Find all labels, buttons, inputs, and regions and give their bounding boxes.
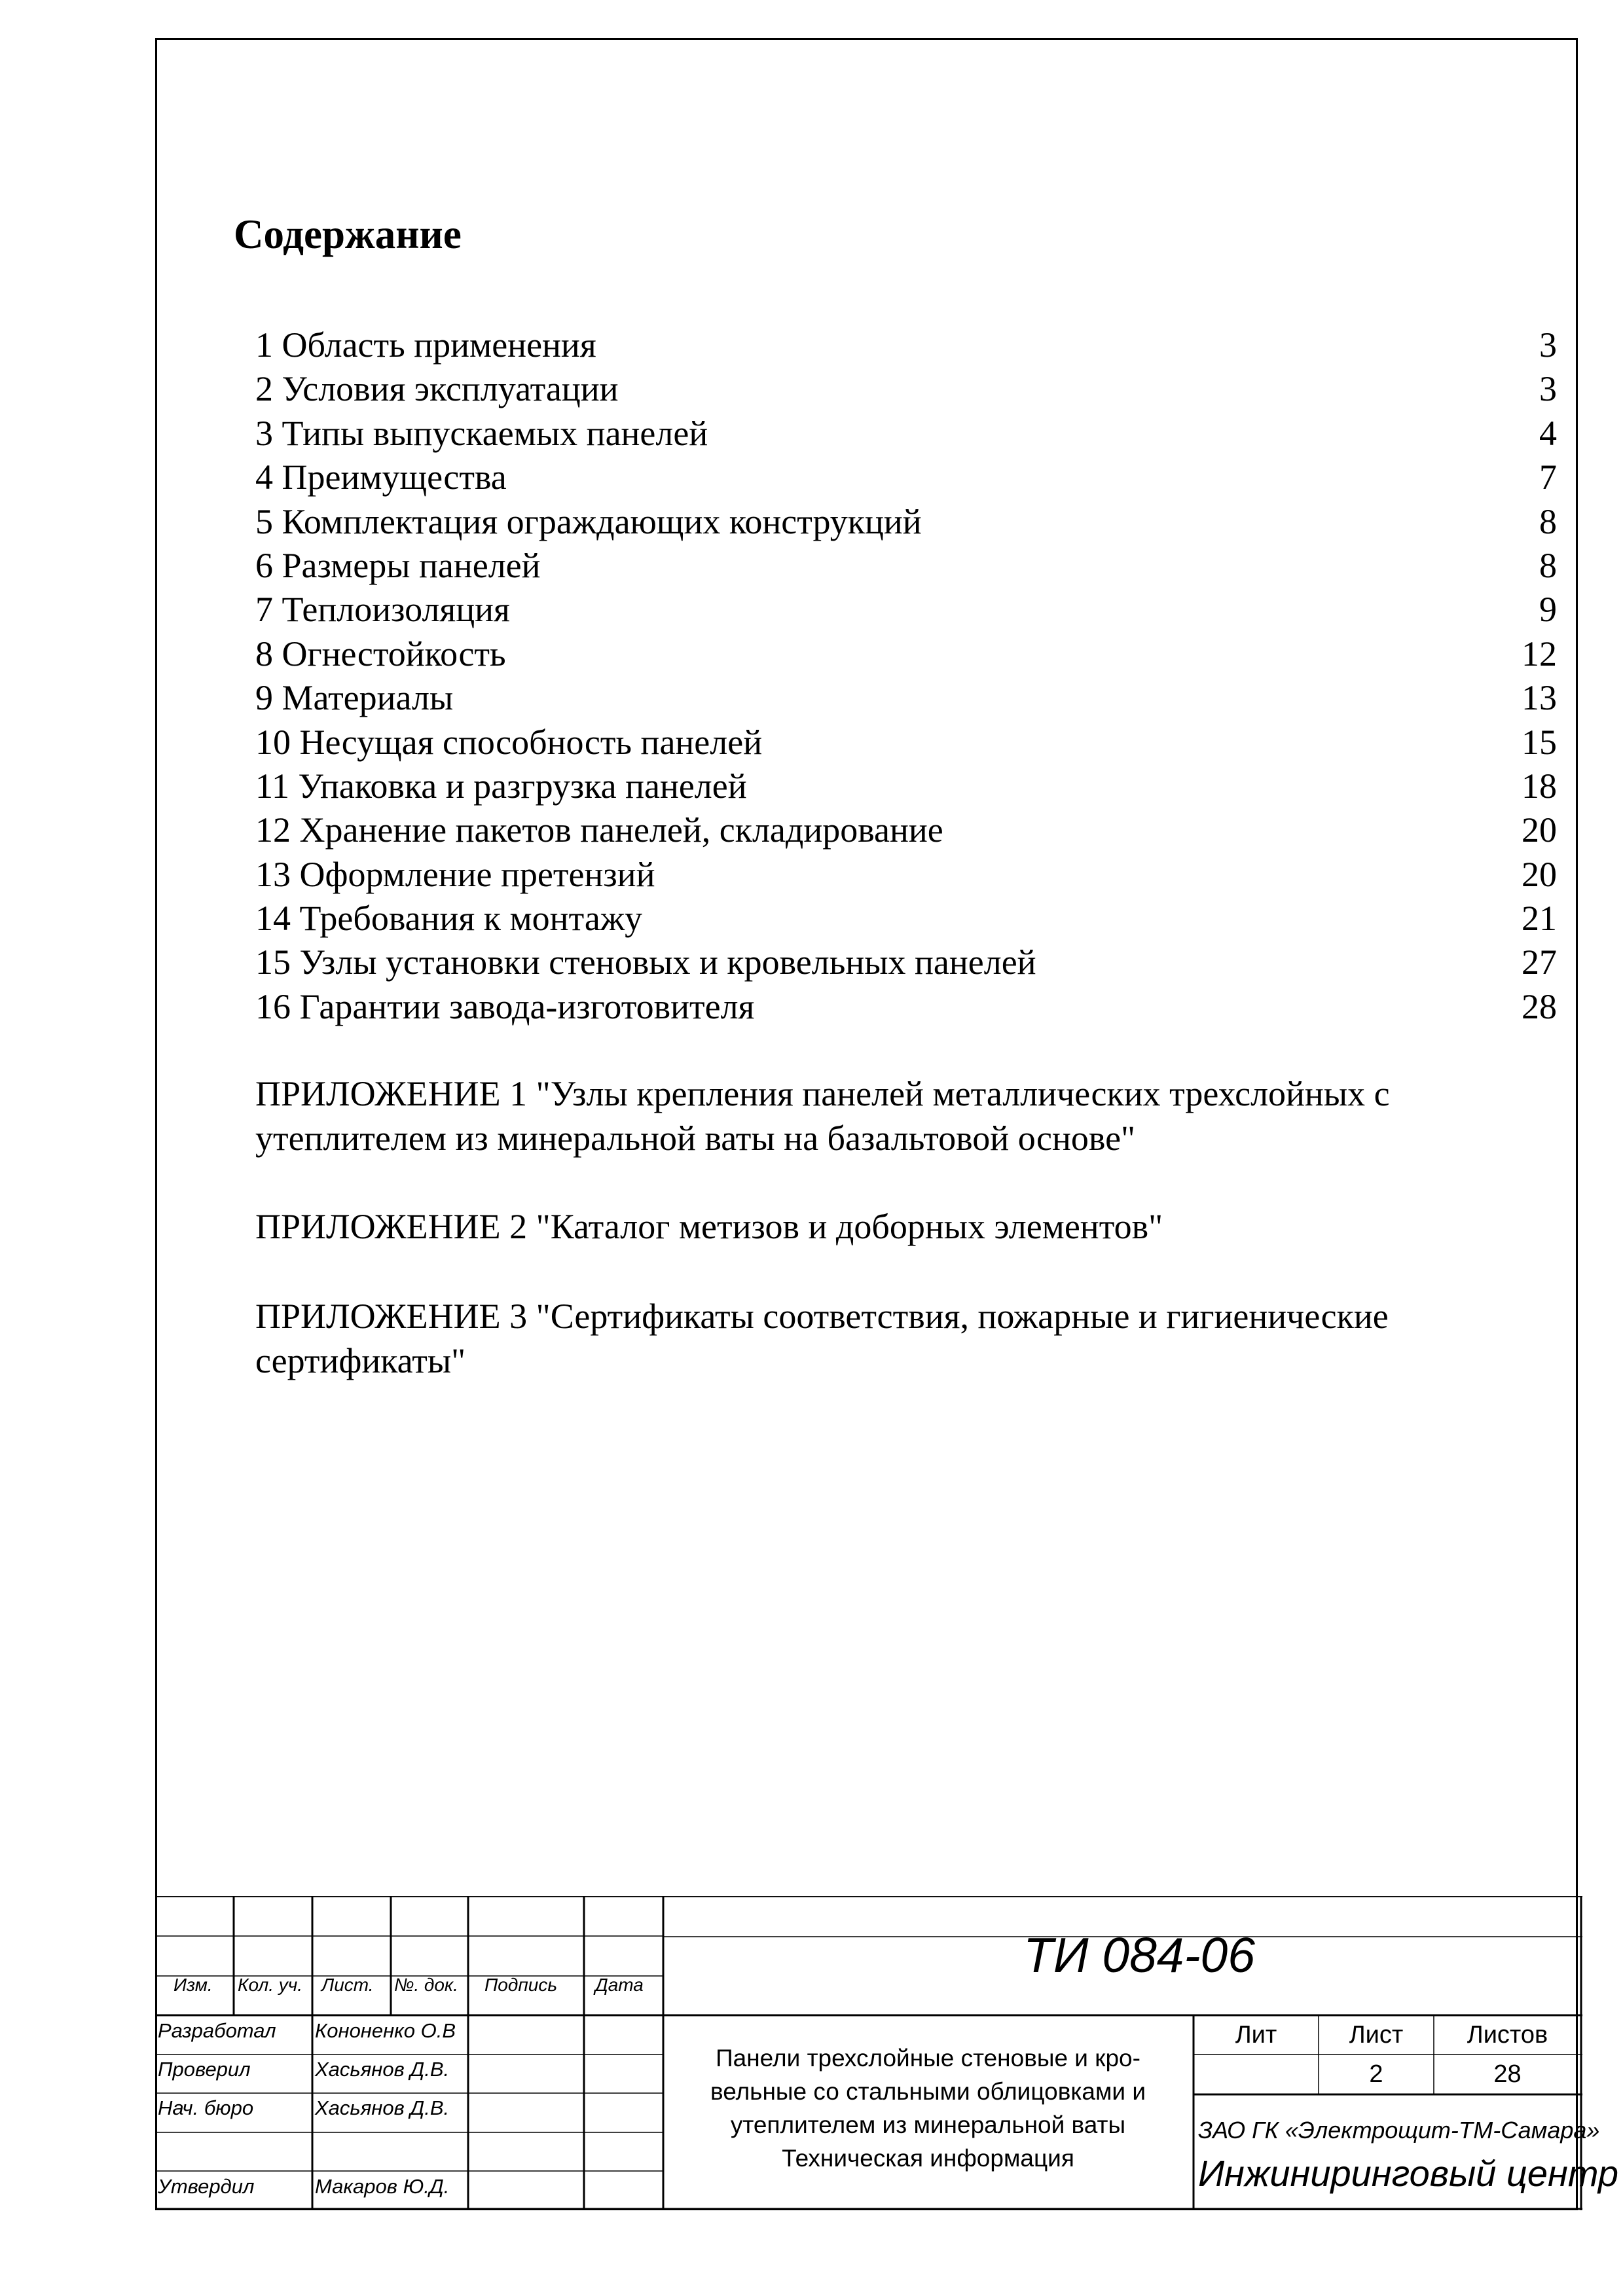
- stage-header-sheets: Листов: [1467, 2021, 1548, 2049]
- signature-role: Проверил: [158, 2058, 251, 2081]
- toc-item-page: 15: [1522, 722, 1557, 762]
- signature-name: Макаров Ю.Д.: [315, 2175, 450, 2198]
- stage-header-lit: Лит: [1235, 2021, 1277, 2049]
- toc-item-page: 20: [1522, 810, 1557, 850]
- document-description: [661, 2041, 1195, 2175]
- toc-item-page: 4: [1539, 413, 1557, 453]
- toc-item-label: 4 Преимущества: [255, 457, 507, 497]
- toc-item: [255, 676, 1557, 720]
- toc-item: [255, 323, 1557, 367]
- col-header-podpis: Подпись: [484, 1975, 558, 1995]
- toc-item-page: 3: [1539, 369, 1557, 409]
- description-line: вельные со стальными облицовками и: [710, 2078, 1146, 2105]
- toc-item-label: 13 Оформление претензий: [255, 854, 655, 894]
- toc-item-label: 15 Узлы установки стеновых и кровельных панелей: [255, 942, 1036, 982]
- stage-value-sheet: 2: [1369, 2060, 1383, 2088]
- description-line: Панели трехслойные стеновые и кро-: [716, 2045, 1140, 2072]
- toc-item-page: 3: [1539, 325, 1557, 365]
- appendix-2: ПРИЛОЖЕНИЕ 2 "Каталог метизов и доборных элементов": [255, 1207, 1163, 1246]
- toc-item-page: 20: [1522, 854, 1557, 894]
- col-header-list: Лист.: [321, 1975, 374, 1995]
- toc-item: [255, 721, 1557, 764]
- stage-value-sheets: 28: [1493, 2060, 1522, 2088]
- toc-item-label: 6 Размеры панелей: [255, 545, 541, 585]
- toc-item-label: 3 Типы выпускаемых панелей: [255, 413, 708, 453]
- toc-item-page: 8: [1539, 501, 1557, 541]
- toc-item: [255, 456, 1557, 499]
- signature-name: Хасьянов Д.В.: [315, 2096, 450, 2119]
- toc-item-page: 28: [1522, 986, 1557, 1026]
- signature-name: Хасьянов Д.В.: [315, 2058, 450, 2081]
- toc-item: [255, 941, 1557, 984]
- toc-item-label: 16 Гарантии завода-изготовителя: [255, 986, 755, 1026]
- toc-item-label: 10 Несущая способность панелей: [255, 722, 763, 762]
- toc-item: [255, 500, 1557, 544]
- toc-item-page: 7: [1539, 457, 1557, 497]
- signature-name: Кононенко О.В: [315, 2019, 456, 2042]
- toc-item-label: 5 Комплектация ограждающих конструкций: [255, 501, 922, 541]
- document-code: ТИ 084-06: [1023, 1928, 1255, 1982]
- toc-item: [255, 985, 1557, 1029]
- toc-item-label: 2 Условия эксплуатации: [255, 369, 619, 409]
- toc-item: [255, 808, 1557, 852]
- department-name: Инжиниринговый центр: [1198, 2153, 1619, 2194]
- col-header-kol-uch: Кол. уч.: [238, 1975, 303, 1995]
- company-name: ЗАО ГК «Электрощит-ТМ-Самара»: [1198, 2117, 1600, 2144]
- toc-item-page: 27: [1522, 942, 1557, 982]
- signature-role: Нач. бюро: [158, 2096, 254, 2119]
- toc-item: [255, 632, 1557, 676]
- toc-item-page: 18: [1522, 766, 1557, 806]
- toc-item-label: 1 Область применения: [255, 325, 596, 365]
- toc-item-label: 9 Материалы: [255, 678, 454, 718]
- toc-item-page: 13: [1522, 678, 1557, 718]
- stage-header-sheet: Лист: [1349, 2021, 1404, 2049]
- col-header-izm: Изм.: [173, 1975, 213, 1995]
- toc-item: [255, 897, 1557, 941]
- toc-item: [255, 764, 1557, 808]
- table-of-contents: [255, 323, 1557, 1029]
- signature-role: Утвердил: [158, 2175, 255, 2198]
- appendix-1: ПРИЛОЖЕНИЕ 1 "Узлы крепления панелей металлических трехслойных с утеплителем из минеральной ваты на базальтовой основе": [255, 1074, 1390, 1158]
- description-line: Техническая информация: [782, 2145, 1074, 2172]
- toc-item-page: 9: [1539, 590, 1557, 630]
- toc-item-label: 11 Упаковка и разгрузка панелей: [255, 766, 747, 806]
- toc-item-page: 8: [1539, 545, 1557, 585]
- appendix-3: ПРИЛОЖЕНИЕ 3 "Сертификаты соответствия, пожарные и гигиенические сертификаты": [255, 1297, 1389, 1380]
- toc-item-label: 8 Огнестойкость: [255, 634, 506, 673]
- toc-title: Содержание: [234, 211, 462, 257]
- toc-item-page: 12: [1522, 634, 1557, 673]
- toc-item-page: 21: [1522, 899, 1557, 939]
- toc-item-label: 7 Теплоизоляция: [255, 590, 510, 630]
- col-header-n-dok: №. док.: [394, 1975, 458, 1995]
- signature-role: Разработал: [158, 2019, 276, 2042]
- description-line: утеплителем из минеральной ваты: [730, 2111, 1126, 2138]
- toc-item-label: 12 Хранение пакетов панелей, складирование: [255, 810, 943, 850]
- toc-item: [255, 367, 1557, 411]
- toc-item: [255, 588, 1557, 632]
- toc-item-label: 14 Требования к монтажу: [255, 899, 643, 939]
- col-header-data: Дата: [595, 1975, 644, 1995]
- toc-item: [255, 412, 1557, 456]
- toc-item: [255, 544, 1557, 588]
- toc-item: [255, 853, 1557, 897]
